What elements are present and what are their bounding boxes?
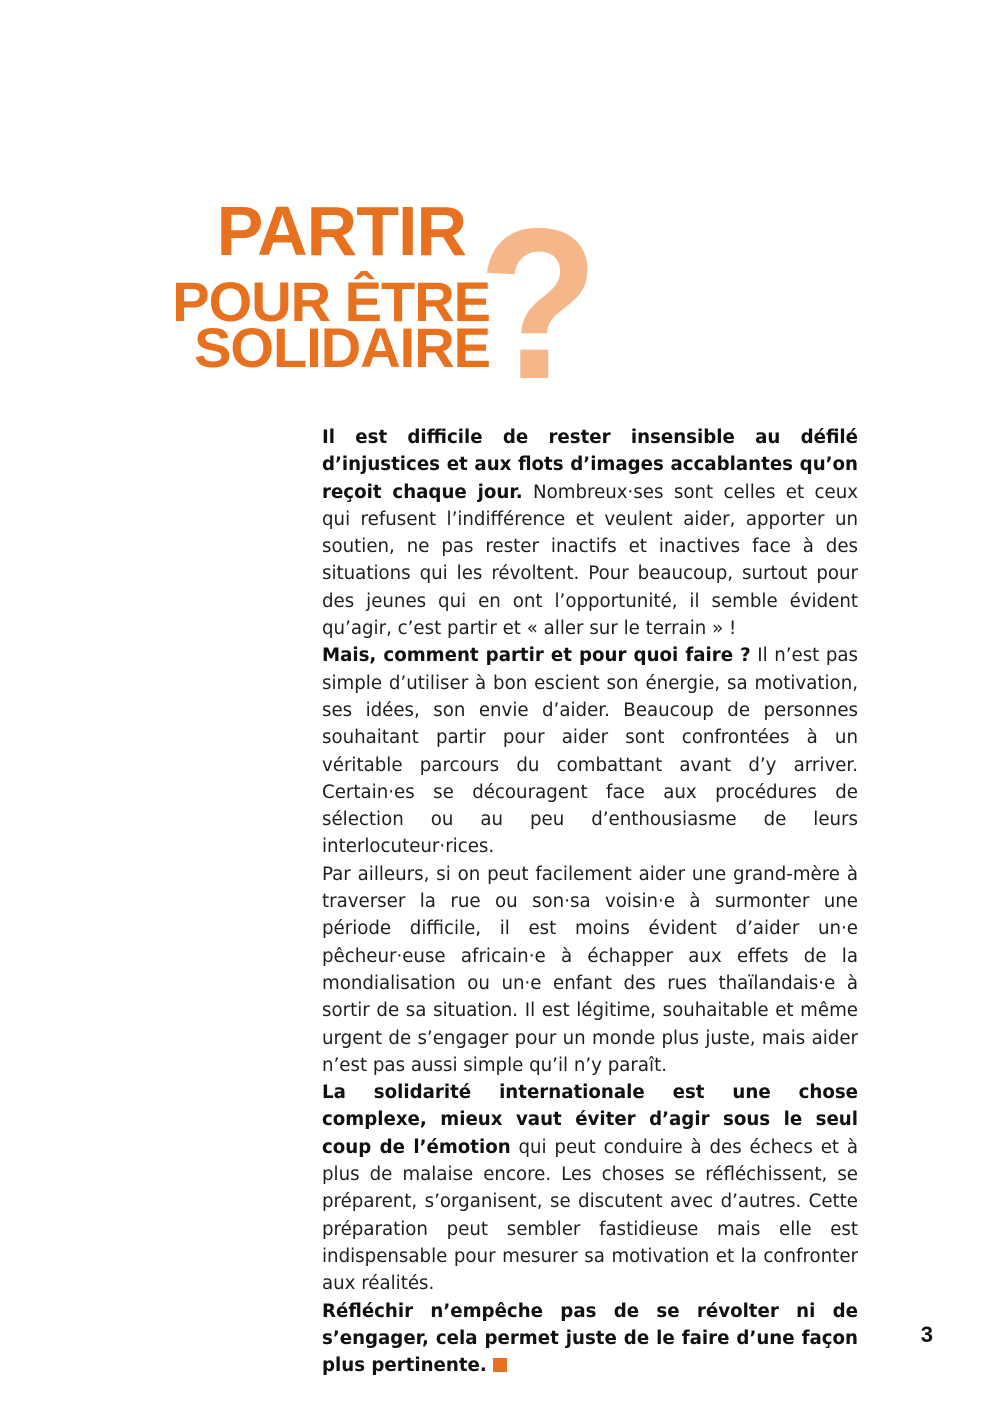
paragraph-2 [322, 642, 858, 860]
paragraph-3 [322, 861, 858, 1079]
paragraph-5-lead: Réfléchir n’empêche pas de se révolter ni de s’engager, cela permet juste de le faire d’une façon plus pertinente. [322, 1300, 858, 1377]
paragraph-2-lead: Mais, comment partir et pour quoi faire ? [322, 645, 751, 667]
question-mark-glyph: ? [478, 183, 599, 424]
paragraph-1-lead: Il est difficile de rester insensible au défilé d’injustices et aux flots d’images accablantes qu’on reçoit chaque jour. [322, 427, 858, 503]
title-line-3: SOLIDAIRE [194, 316, 490, 379]
article-body [322, 424, 858, 1379]
paragraph-5 [322, 1298, 858, 1380]
paragraph-1 [322, 424, 858, 642]
title-line-1: PARTIR [216, 192, 466, 270]
paragraph-4 [322, 1079, 858, 1297]
paragraph-4-text: qui peut conduire à des échecs et à plus de malaise encore. Les choses se réfléchissent, se préparent, s’organisent, se discutent avec d’autres. Cette préparation peut sembler fastidieuse mais elle est indispensable pour mesurer sa motivation et la confronter aux réalités. [322, 1136, 858, 1295]
end-of-article-square-icon [493, 1358, 507, 1372]
paragraph-3-text: Par ailleurs, si on peut facilement aider une grand-mère à traverser la rue ou son·sa voisin·e à surmonter une période difficile, il est moins évident d’aider un·e pêcheur·euse africain·e à échapper aux effets de la mondialisation ou un·e enfant des rues thaïlandais·e à sortir de sa situation. Il est légitime, souhaitable et même urgent de s’engager pour un monde plus juste, mais aider n’est pas aussi simple qu’il n’y paraît. [322, 863, 858, 1076]
paragraph-4-lead: La solidarité internationale est une chose complexe, mieux vaut éviter d’agir sous le seul coup de l’émotion [322, 1082, 858, 1158]
title-line-2: POUR ÊTRE [172, 270, 490, 333]
paragraph-1-text: Nombreux·ses sont celles et ceux qui refusent l’indifférence et veulent aider, apporter un soutien, ne pas rester inactifs et inactives face à des situations qui les révoltent. Pour beaucoup, surtout pour des jeunes qui en ont l’opportunité, il semble évident qu’agir, c’est partir et « aller sur le terrain » ! [322, 481, 858, 640]
page-number: 3 [920, 1322, 933, 1347]
paragraph-2-text: Il n’est pas simple d’utiliser à bon escient son énergie, sa motivation, ses idées, son envie d’aider. Beaucoup de personnes souhaitant partir pour aider sont confrontées à un véritable parcours du combattant avant d’y arriver. Certain·es se découragent face aux procédures de sélection ou au peu d’enthousiasme de leurs interlocuteur·rices. [322, 645, 858, 858]
